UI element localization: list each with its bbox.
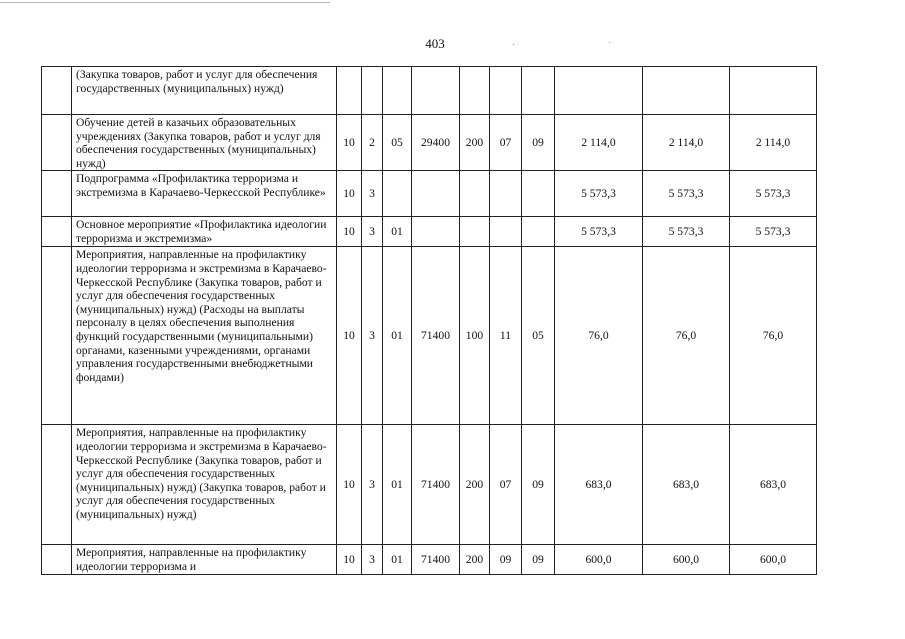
subsection-code: 05	[522, 247, 555, 425]
subprogram-code: 3	[362, 247, 383, 425]
subprogram-code: 3	[362, 217, 383, 247]
subprogram-code: 3	[362, 425, 383, 545]
main-activity-code: 01	[383, 425, 412, 545]
amount-year-3: 76,0	[730, 247, 817, 425]
amount-year-1: 683,0	[555, 425, 643, 545]
amount-year-1: 5 573,3	[555, 171, 643, 217]
program-code: 10	[337, 217, 362, 247]
amount-year-3: 600,0	[730, 545, 817, 574]
amount-year-3	[730, 67, 817, 115]
row-description: Мероприятия, направленные на профилактику идеологии терроризма и экстремизма в Карачаево-Черкесской Республике (Закупка товаров, работ и услуг для обеспечения государственных (муниципальных) нужд) (Закупка товаров, работ и услуг для обеспечения государственных (муниципальных) нужд)	[72, 425, 337, 545]
table-row	[42, 115, 817, 171]
row-number-cell	[42, 217, 72, 247]
amount-year-3: 5 573,3	[730, 217, 817, 247]
section-code: 07	[490, 425, 522, 545]
row-number-cell	[42, 67, 72, 115]
row-number-cell	[42, 425, 72, 545]
expense-direction-code	[412, 171, 460, 217]
scan-top-edge-line	[0, 2, 330, 3]
amount-year-1: 2 114,0	[555, 115, 643, 171]
row-number-cell	[42, 115, 72, 171]
amount-year-1	[555, 67, 643, 115]
section-code: 09	[490, 545, 522, 574]
amount-year-2: 5 573,3	[643, 171, 730, 217]
subprogram-code: 3	[362, 545, 383, 574]
expense-type-code	[460, 67, 490, 115]
subprogram-code: 3	[362, 171, 383, 217]
amount-year-2	[643, 67, 730, 115]
main-activity-code: 05	[383, 115, 412, 171]
section-code: 11	[490, 247, 522, 425]
row-number-cell	[42, 171, 72, 217]
row-number-cell	[42, 247, 72, 425]
expense-type-code: 200	[460, 545, 490, 574]
main-activity-code: 01	[383, 247, 412, 425]
expense-type-code	[460, 217, 490, 247]
budget-table	[41, 66, 817, 575]
amount-year-3: 5 573,3	[730, 171, 817, 217]
expense-type-code: 200	[460, 425, 490, 545]
subprogram-code	[362, 67, 383, 115]
subsection-code: 09	[522, 115, 555, 171]
row-description: Основное мероприятие «Профилактика идеологии терроризма и экстремизма»	[72, 217, 337, 247]
table-row	[42, 545, 817, 574]
table-body	[42, 67, 817, 575]
expense-type-code	[460, 171, 490, 217]
section-code	[490, 67, 522, 115]
amount-year-2: 600,0	[643, 545, 730, 574]
table-row	[42, 425, 817, 545]
row-description: Мероприятия, направленные на профилактику идеологии терроризма и экстремизма в Карачаево-Черкесской Республике (Закупка товаров, работ и услуг для обеспечения государственных (муниципальных) нужд) (Расходы на выплаты персоналу в целях обеспечения выполнения функций государственными (муниципальными) органами, казенными учреждениями, органами управления государственными внебюджетными фондами)	[72, 247, 337, 425]
amount-year-1: 600,0	[555, 545, 643, 574]
subsection-code	[522, 67, 555, 115]
table-row	[42, 247, 817, 425]
program-code: 10	[337, 115, 362, 171]
amount-year-2: 683,0	[643, 425, 730, 545]
expense-direction-code: 71400	[412, 545, 460, 574]
program-code	[337, 67, 362, 115]
expense-type-code: 100	[460, 247, 490, 425]
subsection-code	[522, 171, 555, 217]
amount-year-2: 2 114,0	[643, 115, 730, 171]
program-code: 10	[337, 425, 362, 545]
program-code: 10	[337, 247, 362, 425]
amount-year-3: 2 114,0	[730, 115, 817, 171]
row-number-cell	[42, 545, 72, 574]
program-code: 10	[337, 545, 362, 574]
program-code: 10	[337, 171, 362, 217]
subprogram-code: 2	[362, 115, 383, 171]
subsection-code: 09	[522, 425, 555, 545]
expense-direction-code: 71400	[412, 425, 460, 545]
row-description: Подпрограмма «Профилактика терроризма и экстремизма в Карачаево-Черкесской Республике»	[72, 171, 337, 217]
section-code	[490, 217, 522, 247]
page-number: 403	[425, 36, 445, 51]
table-row	[42, 171, 817, 217]
expense-direction-code	[412, 67, 460, 115]
table-row	[42, 67, 817, 115]
main-activity-code	[383, 171, 412, 217]
amount-year-2: 76,0	[643, 247, 730, 425]
amount-year-2: 5 573,3	[643, 217, 730, 247]
expense-direction-code: 71400	[412, 247, 460, 425]
section-code	[490, 171, 522, 217]
subsection-code: 09	[522, 545, 555, 574]
expense-type-code: 200	[460, 115, 490, 171]
main-activity-code: 01	[383, 217, 412, 247]
main-activity-code	[383, 67, 412, 115]
expense-direction-code	[412, 217, 460, 247]
amount-year-1: 76,0	[555, 247, 643, 425]
row-description: Обучение детей в казачьих образовательных учреждениях (Закупка товаров, работ и услуг для обеспечения государственных (муниципальных) нужд)	[72, 115, 337, 171]
subsection-code	[522, 217, 555, 247]
scan-speck: ·	[608, 38, 612, 49]
scan-speck: ·	[512, 40, 516, 51]
row-description: (Закупка товаров, работ и услуг для обеспечения государственных (муниципальных) нужд)	[72, 67, 337, 115]
table-row	[42, 217, 817, 247]
main-activity-code: 01	[383, 545, 412, 574]
amount-year-3: 683,0	[730, 425, 817, 545]
row-description: Мероприятия, направленные на профилактику идеологии терроризма и	[72, 545, 337, 574]
section-code: 07	[490, 115, 522, 171]
amount-year-1: 5 573,3	[555, 217, 643, 247]
expense-direction-code: 29400	[412, 115, 460, 171]
